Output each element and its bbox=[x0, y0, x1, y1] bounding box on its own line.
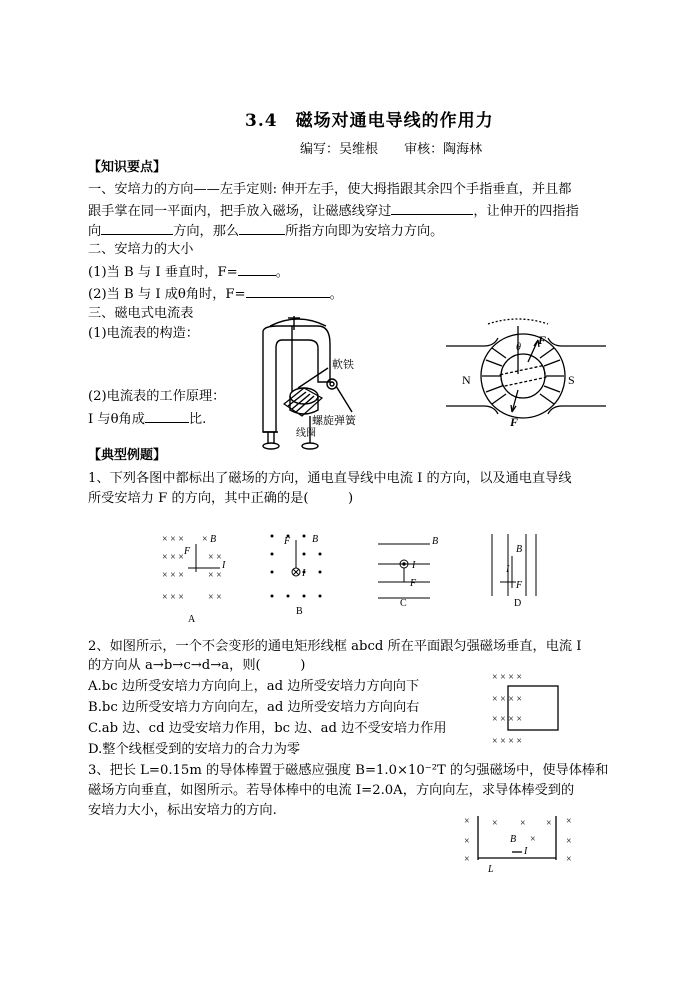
label-theta: θ bbox=[516, 342, 521, 353]
p2-item1 bbox=[88, 261, 289, 283]
svg-text:× × ×: × × × bbox=[162, 534, 184, 545]
svg-text:×: × bbox=[566, 836, 572, 847]
iron-core bbox=[501, 354, 545, 398]
fig-d-b-label: B bbox=[516, 544, 523, 555]
svg-text:× × ×: × × × bbox=[162, 570, 184, 581]
p3-heading: 三、磁电式电流表 bbox=[88, 306, 194, 321]
p1-line2 bbox=[88, 200, 579, 222]
svg-text:× × × ×: × × × × bbox=[492, 736, 523, 747]
fig-a-f-label: F bbox=[184, 546, 191, 557]
label-soft-iron: 軟铁 bbox=[332, 359, 354, 371]
examples-header: 【典型例题】 bbox=[88, 448, 167, 463]
editor: 编写：吴维根 bbox=[300, 142, 379, 157]
q2-frame-figure bbox=[490, 668, 582, 750]
knowledge-header: 【知识要点】 bbox=[88, 160, 167, 175]
fig-a-caption: A bbox=[188, 614, 196, 625]
label-force-top: F bbox=[538, 333, 547, 347]
authors bbox=[300, 138, 504, 157]
p3-item3-text: I 与θ角成 bbox=[88, 412, 145, 427]
q2-option-d: D.整个线框受到的安培力的合力为零 bbox=[88, 742, 301, 757]
p2-item1-end: 。 bbox=[275, 265, 289, 280]
blank-3 bbox=[239, 220, 285, 235]
blank-1 bbox=[391, 200, 473, 215]
q2-option-c: C.ab 边、cd 边受安培力作用，bc 边、ad 边不受安培力作用 bbox=[88, 721, 447, 736]
p2-heading: 二、安培力的大小 bbox=[88, 242, 194, 257]
p2-item2-end: 。 bbox=[329, 287, 343, 302]
p2-item2 bbox=[88, 283, 343, 305]
figure-c bbox=[378, 544, 430, 598]
q3-l-label: L bbox=[488, 864, 494, 875]
q3-line2: 磁场方向垂直，如图所示。若导体棒中的电流 I=2.0A，方向向左，求导体棒受到的 bbox=[88, 783, 575, 798]
svg-text:×: × bbox=[520, 818, 526, 829]
meter-structure-figure bbox=[248, 312, 368, 462]
p3-item2: (2)电流表的工作原理： bbox=[88, 389, 226, 404]
blank-2 bbox=[101, 220, 173, 235]
p1-line3 bbox=[88, 220, 443, 242]
q1-figures bbox=[160, 526, 540, 626]
fig-b-f-label: F bbox=[284, 536, 291, 547]
blank-6 bbox=[145, 408, 189, 423]
q3-b-label: B bbox=[510, 834, 517, 845]
fig-a-b-label: B bbox=[210, 534, 217, 545]
q2-line2: 的方向从 a→b→c→d→a，则( ) bbox=[88, 658, 306, 673]
fig-c-i-label: I bbox=[412, 560, 416, 571]
svg-text:× × × ×: × × × × bbox=[492, 672, 523, 683]
p2-item1-text: (1)当 B 与 I 垂直时，F= bbox=[88, 265, 238, 280]
label-south: S bbox=[568, 373, 575, 387]
fig-d-i-label: I bbox=[506, 564, 510, 575]
svg-text:×: × bbox=[566, 854, 572, 865]
svg-text:×: × bbox=[546, 818, 552, 829]
p1-line1: 一、安培力的方向——左手定则: 伸开左手，使大拇指跟其余四个手指垂直，并且都 bbox=[88, 182, 572, 197]
p3-item1: (1)电流表的构造： bbox=[88, 326, 199, 341]
magnet-cross-section-figure bbox=[446, 318, 606, 430]
fig-b-caption: B bbox=[296, 606, 303, 617]
svg-text:× × × ×: × × × × bbox=[492, 714, 523, 725]
svg-text:×: × bbox=[566, 816, 572, 827]
fig-c-b-label: B bbox=[432, 536, 439, 547]
label-spring: 螺旋弹簧 bbox=[312, 415, 356, 427]
p1-text-d: 向 bbox=[88, 224, 102, 239]
fig-d-caption: D bbox=[514, 598, 522, 609]
label-coil: 线圈 bbox=[296, 428, 316, 439]
page-title: 3.4 磁场对通电导线的作用力 bbox=[245, 111, 494, 131]
p3-item3 bbox=[88, 408, 206, 430]
blank-4 bbox=[238, 261, 276, 276]
q3-i-label: I bbox=[524, 846, 528, 857]
svg-text:×: × bbox=[464, 836, 470, 847]
p3-item3-end: 比. bbox=[188, 412, 207, 427]
svg-text:× × ×: × × × bbox=[162, 552, 184, 563]
q1-line2: 所受安培力 F 的方向，其中正确的是( ) bbox=[88, 491, 354, 506]
fig-c-caption: C bbox=[400, 598, 407, 609]
q3-line1: 3、把长 L=0.15m 的导体棒置于磁感应强度 B=1.0×10⁻²T 的匀强磁场中，使导体棒和 bbox=[88, 763, 609, 778]
svg-text:×: × bbox=[202, 534, 208, 545]
fig-a-i-label: I bbox=[222, 560, 226, 571]
svg-text:×: × bbox=[530, 834, 536, 845]
reviewer: 审核：陶海林 bbox=[404, 142, 483, 157]
p1-text-e: 方向，那么 bbox=[173, 224, 240, 239]
p2-item2-text: (2)当 B 与 I 成θ角时，F= bbox=[88, 287, 246, 302]
p1-text-f: 所指方向即为安培力方向。 bbox=[285, 224, 444, 239]
blank-5 bbox=[246, 283, 330, 298]
svg-text:×: × bbox=[464, 816, 470, 827]
q3-line3: 安培力大小，标出安培力的方向. bbox=[88, 803, 277, 818]
p1-text-b: 跟手掌在同一平面内，把手放入磁场，让磁感线穿过 bbox=[88, 204, 392, 219]
fig-c-f-label: F bbox=[410, 578, 417, 589]
fig-b-i-label: I bbox=[302, 568, 306, 579]
svg-text:× × × ×: × × × × bbox=[492, 694, 523, 705]
svg-text:×: × bbox=[464, 854, 470, 865]
fig-d-f-label: F bbox=[516, 580, 523, 591]
q1-line1: 1、下列各图中都标出了磁场的方向，通电直导线中电流 I 的方向，以及通电直导线 bbox=[88, 471, 572, 486]
svg-text:× × ×: × × × bbox=[162, 592, 184, 603]
q3-rod-figure bbox=[462, 812, 578, 876]
q2-option-b: B.bc 边所受安培力方向向左，ad 边所受安培力方向向右 bbox=[88, 700, 420, 715]
svg-text:× ×: × × bbox=[208, 552, 222, 563]
q2-option-a: A.bc 边所受安培力方向向上，ad 边所受安培力方向向下 bbox=[88, 679, 420, 694]
label-force-bottom: F bbox=[510, 415, 519, 429]
p1-text-c: ，让伸开的四指指 bbox=[473, 204, 579, 219]
svg-text:× ×: × × bbox=[208, 570, 222, 581]
figure-d bbox=[492, 534, 536, 596]
q2-line1: 2、如图所示，一个不会变形的通电矩形线框 abcd 所在平面跟匀强磁场垂直，电流 I bbox=[88, 639, 582, 654]
svg-text:× ×: × × bbox=[208, 592, 222, 603]
svg-text:×: × bbox=[492, 818, 498, 829]
label-north: N bbox=[462, 373, 471, 387]
fig-b-b-label: B bbox=[312, 534, 319, 545]
meter-scale-arc bbox=[270, 319, 326, 326]
